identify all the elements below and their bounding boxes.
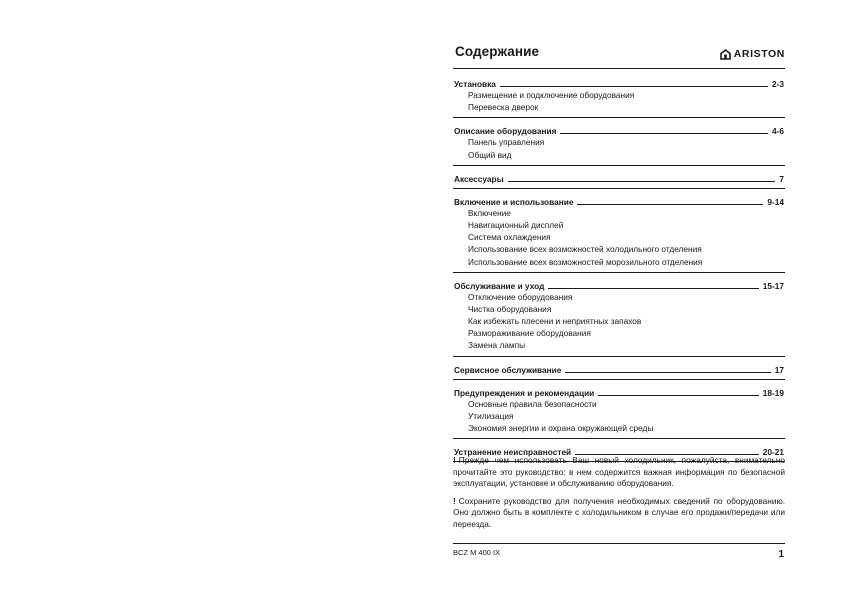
toc-entry[interactable] bbox=[453, 122, 785, 136]
toc-subitem[interactable]: Отключение оборудования bbox=[468, 291, 573, 302]
toc-subitem[interactable]: Размещение и подключение оборудования bbox=[468, 90, 635, 100]
toc-entry-title: Установка bbox=[454, 79, 496, 89]
toc-entry-title: Обслуживание и уход bbox=[454, 280, 545, 291]
toc-leader-line bbox=[508, 181, 776, 182]
toc-subitem[interactable]: Замена лампы bbox=[468, 340, 526, 351]
table-of-contents bbox=[453, 75, 785, 462]
toc-entry-title: Включение и использование bbox=[454, 196, 574, 207]
note-paragraph bbox=[453, 496, 785, 531]
page-header bbox=[453, 38, 785, 69]
toc-subitem[interactable]: Перевеска дверок bbox=[468, 102, 539, 113]
toc-leader-line bbox=[598, 395, 758, 396]
toc-leader-line bbox=[560, 133, 768, 134]
toc-subitem[interactable]: Система охлаждения bbox=[468, 232, 551, 243]
toc-entry-title: Предупреждения и рекомендации bbox=[454, 387, 595, 398]
toc-entry-pages: 2-3 bbox=[772, 79, 784, 89]
toc-subitem[interactable]: Основные правила безопасности bbox=[468, 398, 597, 409]
brand-logo bbox=[720, 48, 785, 60]
warning-mark: ! bbox=[453, 495, 456, 506]
toc-entry[interactable] bbox=[453, 170, 785, 184]
note-paragraph bbox=[453, 455, 785, 490]
toc-entry-title: Устранение неисправностей bbox=[454, 447, 572, 458]
toc-subitem[interactable]: Включение bbox=[468, 207, 511, 218]
toc-subitem[interactable]: Общий вид bbox=[468, 149, 512, 160]
toc-entry[interactable] bbox=[453, 384, 785, 398]
page-title: Содержание bbox=[455, 44, 540, 59]
toc-entry-pages: 17 bbox=[774, 364, 784, 375]
toc-leader-line bbox=[548, 288, 758, 289]
toc-section bbox=[453, 361, 785, 380]
page-footer bbox=[453, 543, 785, 560]
toc-leader-line bbox=[565, 372, 770, 373]
toc-subitem[interactable]: Чистка оборудования bbox=[468, 303, 552, 314]
toc-entry-title: Аксессуары bbox=[454, 173, 504, 184]
toc-subitem[interactable]: Использование всех возможностей морозильного отделения bbox=[468, 256, 703, 267]
toc-subitem[interactable]: Утилизация bbox=[468, 410, 514, 421]
toc-leader-line bbox=[577, 204, 763, 205]
toc-subitem[interactable]: Как избежать плесени и неприятных запахов bbox=[468, 316, 642, 327]
toc-entry-pages: 20-21 bbox=[762, 447, 784, 458]
toc-entry-pages: 18-19 bbox=[762, 387, 784, 398]
page-number: 1 bbox=[778, 549, 784, 560]
toc-entry-pages: 7 bbox=[779, 173, 784, 184]
toc-entry-pages: 15-17 bbox=[762, 280, 784, 291]
notes-block bbox=[453, 455, 785, 537]
toc-subitem[interactable]: Использование всех возможностей холодильного отделения bbox=[468, 244, 702, 255]
house-logo-icon bbox=[720, 49, 731, 60]
toc-section bbox=[453, 75, 785, 118]
toc-subitem[interactable]: Навигационный дисплей bbox=[468, 219, 564, 230]
toc-leader-line bbox=[500, 86, 768, 87]
warning-mark: ! bbox=[453, 455, 456, 465]
toc-entry[interactable] bbox=[453, 75, 785, 89]
model-number: BCZ M 400 IX bbox=[453, 548, 501, 557]
toc-subitem[interactable]: Панель управления bbox=[468, 137, 545, 148]
toc-section bbox=[453, 122, 785, 165]
toc-entry[interactable] bbox=[453, 193, 785, 207]
note-text: Сохраните руководство для получения необходимых сведений по оборудованию. Оно должно быть в комплекте с холодильником в случае его продажи/передачи или переезда. bbox=[453, 495, 785, 529]
toc-entry[interactable] bbox=[453, 361, 785, 375]
contents-column bbox=[453, 38, 785, 466]
toc-entry[interactable] bbox=[453, 277, 785, 291]
toc-entry-pages: 9-14 bbox=[767, 196, 784, 207]
toc-entry-title: Сервисное обслуживание bbox=[454, 364, 562, 375]
brand-name: ARISTON bbox=[733, 48, 785, 60]
toc-section bbox=[453, 277, 785, 357]
toc-section bbox=[453, 384, 785, 440]
toc-entry-pages: 4-6 bbox=[772, 126, 784, 137]
toc-section bbox=[453, 170, 785, 189]
toc-entry-title: Описание оборудования bbox=[454, 126, 557, 137]
note-text: Прежде чем использовать Ваш новый холодильник, пожалуйста, внимательно прочитайте это руководство: в нем содержится важная информация по безопасной эксплуатации, установке и обслуживанию оборудования. bbox=[453, 455, 785, 489]
toc-subitem[interactable]: Экономия энергии и охрана окружающей среды bbox=[468, 423, 654, 433]
toc-section bbox=[453, 193, 785, 273]
toc-subitem[interactable]: Размораживание оборудования bbox=[468, 328, 591, 339]
